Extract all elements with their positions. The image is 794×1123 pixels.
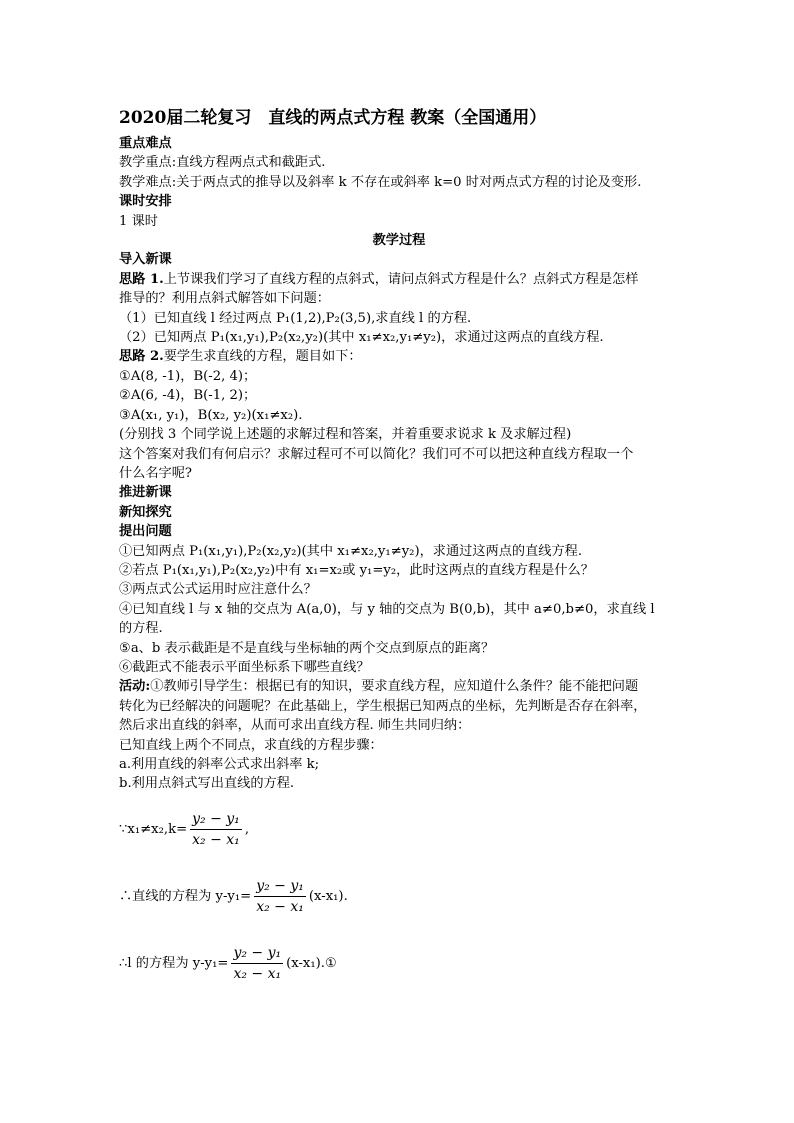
activity-line2: 转化为已经解决的问题呢？在此基础上，学生根据已知两点的坐标，先判断是否存在斜率， (119, 698, 647, 714)
idea1-line1 (119, 270, 679, 289)
slope-fraction (190, 810, 242, 849)
activity-label: 活动: (119, 679, 151, 695)
l-equation-prefix: ∴l 的方程为 y-y₁= (119, 955, 229, 971)
idea2-item: ②A(6, -4)，B(-1, 2)； (119, 388, 257, 404)
process-heading: 教学过程 (372, 233, 426, 249)
slope-formula-suffix: , (244, 821, 250, 837)
idea2-question-line1: 这个答案对我们有何启示？求解过程可不可以简化？我们可不可以把这种直线方程取一个 (119, 446, 634, 462)
idea2-text-1: 要学生求直线的方程，题目如下： (163, 349, 362, 365)
document-content (119, 106, 679, 983)
fraction-numerator: y₂ − y₁ (231, 944, 283, 964)
fraction-denominator: x₂ − x₁ (233, 965, 282, 982)
activity-step-a: a.利用直线的斜率公式求出斜率 k; (119, 757, 320, 772)
slope-formula-prefix: ∵x₁≠x₂,k= (119, 821, 188, 837)
fraction-numerator: y₂ − y₁ (254, 877, 306, 897)
slope-formula (119, 810, 679, 849)
l-equation-fraction (231, 944, 283, 983)
idea1-question-2: （2）已知两点 P₁(x₁,y₁),P₂(x₂,y₂)(其中 x₁≠x₂,y₁≠y₂)，求通过这两点的直线方程. (119, 330, 604, 346)
intro-heading: 导入新课 (119, 252, 172, 268)
idea2-note: (分别找 3 个同学说上述题的求解过程和答案，并着重要求说求 k 及求解过程) (119, 427, 572, 443)
problem-item: ⑥截距式不能表示平面坐标系下哪些直线？ (119, 659, 370, 675)
idea1-line2: 推导的？利用点斜式解答如下问题： (119, 291, 330, 307)
activity-step-b: b.利用点斜式写出直线的方程. (119, 776, 295, 792)
idea1-question-1: （1）已知直线 l 经过两点 P₁(1,2),P₂(3,5),求直线 l 的方程. (119, 310, 472, 326)
difficulty-text: 教学难点:关于两点式的推导以及斜率 k 不存在或斜率 k=0 时对两点式方程的讨论及变形. (119, 174, 642, 190)
schedule-heading: 课时安排 (119, 194, 172, 210)
problem-item: 的方程. (119, 621, 163, 637)
schedule-text: 1 课时 (119, 213, 158, 229)
activity-line1 (119, 677, 679, 696)
idea1-label: 思路 1. (119, 271, 164, 287)
line-equation-fraction (254, 877, 306, 916)
fraction-denominator: x₂ − x₁ (256, 898, 304, 915)
problem-item: ⑤a、b 表示截距是不是直线与坐标轴的两个交点到原点的距离？ (119, 640, 495, 656)
fraction-denominator: x₂ − x₁ (192, 831, 240, 848)
idea2-label: 思路 2. (119, 349, 164, 365)
idea2-question-line2: 什么名字呢? (119, 465, 193, 481)
problem-item: ②若点 P₁(x₁,y₁),P₂(x₂,y₂)中有 x₁=x₂或 y₁=y₂，此时这两点的直线方程是什么？ (119, 562, 594, 578)
problems-heading: 提出问题 (119, 524, 172, 540)
line-equation-suffix: (x-x₁). (308, 888, 348, 904)
activity-line3: 然后求出直线的斜率，从而可求出直线方程. 师生共同归纳： (119, 718, 471, 734)
l-equation-formula (119, 944, 679, 983)
idea2-line1 (119, 347, 679, 366)
idea2-item: ③A(x₁, y₁)，B(x₂, y₂)(x₁≠x₂). (119, 407, 303, 423)
problem-item: ③两点式公式运用时应注意什么？ (119, 582, 317, 598)
activity-line4: 已知直线上两个不同点，求直线的方程步骤： (119, 737, 383, 753)
l-equation-suffix: (x-x₁).① (286, 955, 337, 971)
key-points-heading: 重点难点 (119, 136, 172, 151)
idea2-item: ①A(8, -1)，B(-2, 4)； (119, 368, 257, 384)
line-equation-prefix: ∴直线的方程为 y-y₁= (119, 888, 252, 904)
problem-item: ①已知两点 P₁(x₁,y₁),P₂(x₂,y₂)(其中 x₁≠x₂,y₁≠y₂)，求通过这两点的直线方程. (119, 543, 583, 559)
problem-item: ④已知直线 l 与 x 轴的交点为 A(a,0)，与 y 轴的交点为 B(0,b)，其中 a≠0,b≠0，求直线 l (119, 601, 655, 617)
idea1-text-1: 上节课我们学习了直线方程的点斜式，请问点斜式方程是什么？点斜式方程是怎样 (163, 271, 639, 287)
explore-heading: 新知探究 (119, 504, 172, 520)
fraction-numerator: y₂ − y₁ (190, 810, 242, 830)
document-title: 2020届二轮复习 直线的两点式方程 教案（全国通用） (119, 108, 547, 128)
line-equation-formula (119, 877, 679, 916)
activity-text-1: ①教师引导学生：根据已有的知识，要求直线方程，应知道什么条件？能不能把问题 (150, 679, 639, 695)
new-lesson-heading: 推进新课 (119, 485, 172, 501)
key-point-text: 教学重点:直线方程两点式和截距式. (119, 155, 326, 171)
